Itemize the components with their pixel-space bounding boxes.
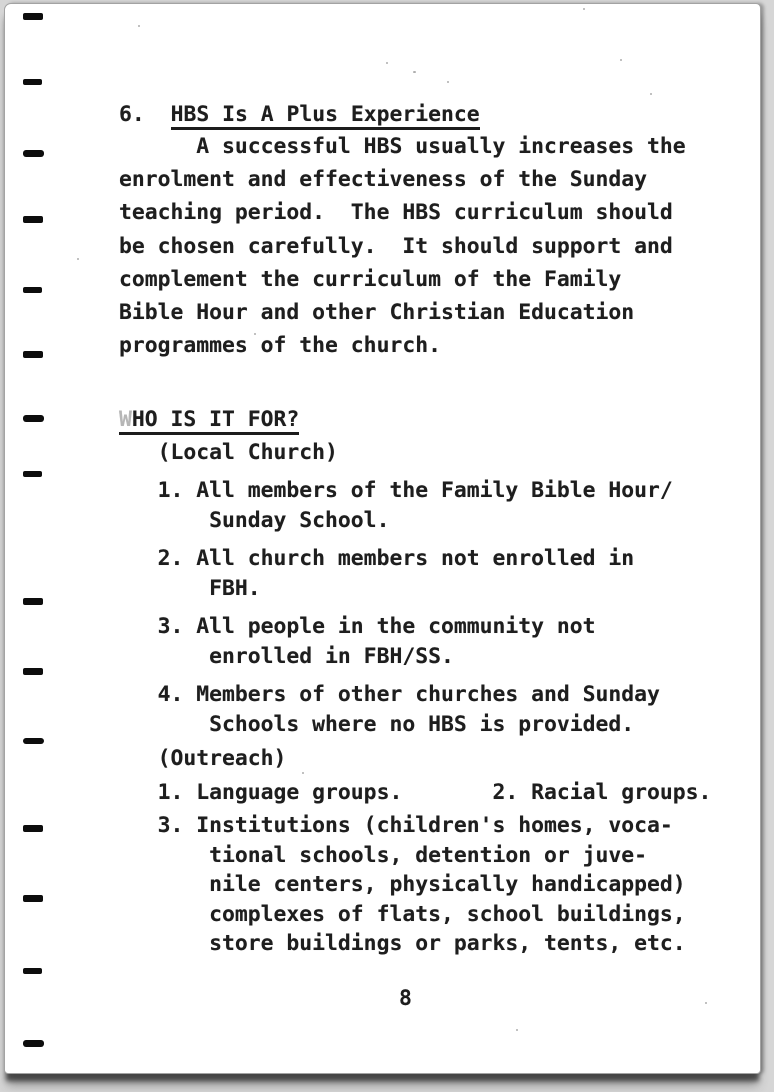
list-item: [119, 680, 711, 740]
outreach-items-1-2: 1. Language groups. 2. Racial groups.: [119, 780, 712, 805]
paragraph-line: complement the curriculum of the Family: [119, 266, 622, 292]
paragraph-line: programmes of the church.: [119, 333, 441, 359]
page-number: 8: [399, 986, 412, 1011]
scan-speck: [583, 8, 585, 10]
local-church-label: (Local Church): [119, 440, 338, 465]
list-item-line: complexes of flats, school buildings,: [119, 901, 686, 927]
binding-mark: [23, 287, 42, 293]
scan-speck: [620, 59, 622, 61]
scan-speck: [413, 71, 416, 73]
who-heading-faded-letter: W: [119, 407, 132, 432]
list-item-line: 3. Institutions (children's homes, voca-: [119, 813, 673, 838]
list-item: [119, 544, 711, 604]
paragraph-line: be chosen carefully. It should support and: [119, 233, 673, 259]
list-item-line: enrolled in FBH/SS.: [119, 644, 454, 669]
scan-speck: [77, 258, 79, 260]
list-item-line: store buildings or parks, tents, etc.: [119, 931, 686, 957]
list-item-line: FBH.: [119, 576, 261, 601]
binding-mark: [23, 150, 44, 157]
who-heading: [119, 405, 299, 435]
binding-mark: [23, 13, 43, 20]
list-item-line: 2. All church members not enrolled in: [119, 546, 635, 571]
binding-mark: [23, 738, 44, 744]
binding-mark: [23, 968, 42, 974]
binding-mark: [23, 598, 43, 605]
binding-mark: [23, 895, 43, 902]
list-item: [119, 811, 711, 959]
scan-speck: [516, 1029, 518, 1031]
binding-mark: [23, 668, 43, 675]
list-item-line: nile centers, physically handicapped): [119, 872, 686, 898]
binding-mark: [23, 471, 42, 477]
scan-speck: [386, 62, 388, 64]
section-title: HBS Is A Plus Experience: [171, 102, 480, 130]
list-item: [119, 476, 711, 536]
audience-list: [119, 438, 711, 959]
scan-speck: [447, 81, 449, 83]
list-item-line: Schools where no HBS is provided.: [119, 712, 635, 737]
scan-speck: [650, 93, 652, 95]
list-item-line: Sunday School.: [119, 508, 390, 533]
section-paragraph: [119, 130, 686, 362]
list-item-line: tional schools, detention or juve-: [119, 842, 648, 868]
section-heading: [119, 98, 480, 131]
binding-mark: [23, 1040, 44, 1047]
binding-mark: [23, 825, 43, 832]
paragraph-line: enrolment and effectiveness of the Sunday: [119, 167, 648, 193]
list-item: [119, 612, 711, 672]
binding-mark: [23, 415, 44, 422]
list-item-line: 1. All members of the Family Bible Hour/: [119, 478, 673, 503]
paragraph-line: teaching period. The HBS curriculum should: [119, 200, 673, 226]
binding-mark: [23, 351, 43, 358]
binding-mark: [23, 216, 43, 223]
binding-mark: [23, 79, 42, 85]
list-item-line: 3. All people in the community not: [119, 614, 596, 639]
outreach-label: (Outreach): [119, 746, 287, 771]
list-item-line: 4. Members of other churches and Sunday: [119, 682, 660, 707]
scan-speck: [138, 25, 140, 27]
scan-speck: [705, 1002, 707, 1004]
paragraph-line: Bible Hour and other Christian Education: [119, 300, 635, 326]
section-number: 6.: [119, 102, 145, 127]
paragraph-line: A successful HBS usually increases the: [119, 134, 686, 159]
who-heading-text: HO IS IT FOR?: [131, 407, 300, 432]
